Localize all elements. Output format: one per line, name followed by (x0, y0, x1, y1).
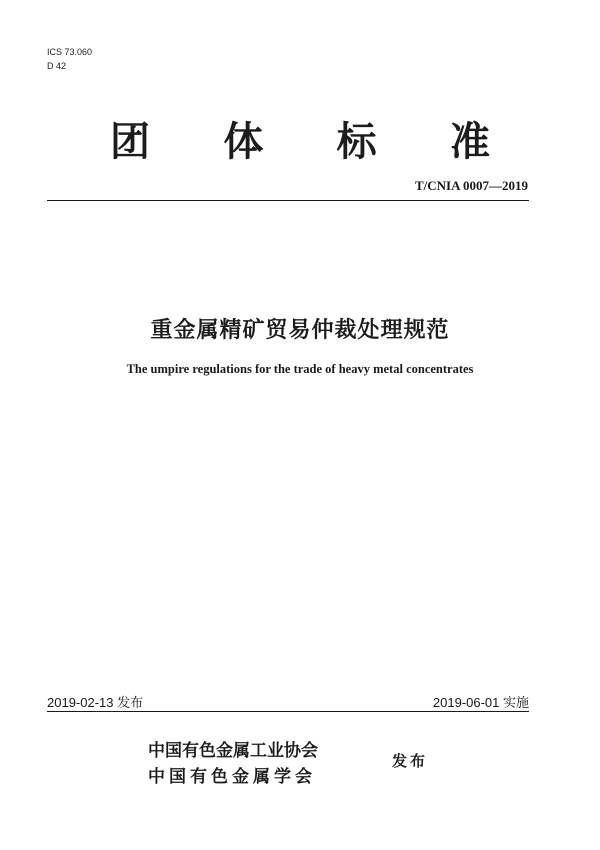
bottom-divider (47, 711, 529, 712)
issuing-organizations (148, 738, 318, 790)
issuer-name: 中国有色金属学会 (148, 767, 316, 787)
standard-type-char: 体 (223, 119, 264, 165)
issuer-name: 中国有色金属工业协会 (148, 741, 318, 761)
implementation-date: 2019-06-01 实施 (432, 695, 529, 710)
title-chinese: 重金属精矿贸易仲裁处理规范 (150, 318, 450, 343)
ics-code: ICS 73.060 (47, 47, 93, 57)
classification-codes (47, 45, 92, 73)
standard-type-char: 准 (449, 119, 490, 165)
standard-type-char: 标 (336, 119, 377, 165)
publish-label: 发布 (392, 752, 429, 770)
issue-date: 2019-02-13 发布 (47, 695, 144, 710)
standard-number: T/CNIA 0007—2019 (414, 178, 528, 193)
title-english: The umpire regulations for the trade of heavy metal concentrates (126, 362, 474, 376)
standard-type-heading (110, 110, 490, 167)
top-divider (47, 200, 529, 201)
ccs-code: D 42 (47, 61, 67, 71)
standard-type-char: 团 (110, 119, 150, 165)
